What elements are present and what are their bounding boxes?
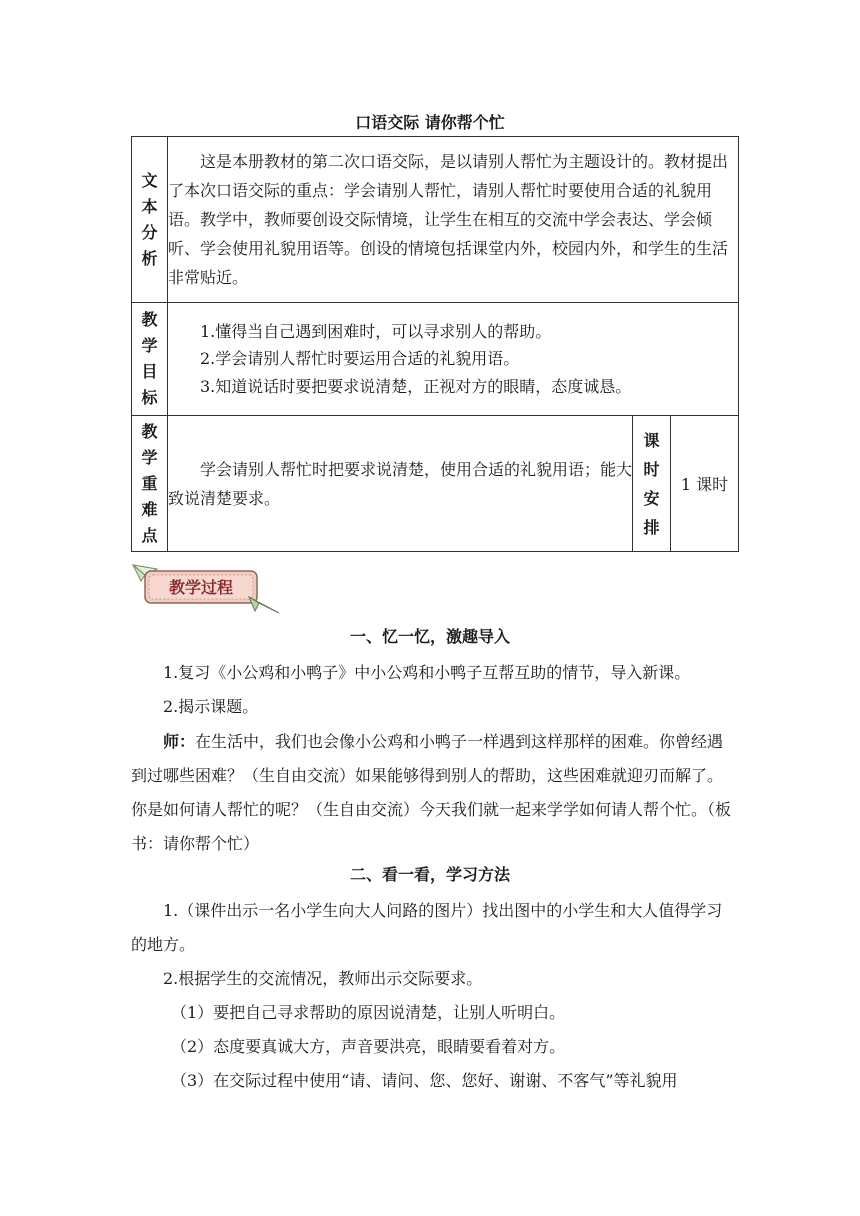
teaching-process-badge — [131, 559, 281, 615]
text-analysis-label: 文 本 分 析 — [132, 137, 168, 303]
section1-heading: 一、忆一忆，激趣导入 — [349, 627, 510, 646]
teaching-goals-row — [132, 303, 739, 416]
key-points-row — [132, 416, 739, 552]
schedule-label: 课 时 安 排 — [633, 416, 671, 552]
teaching-goals-content — [168, 303, 739, 416]
teacher-label: 师： — [163, 732, 196, 751]
requirement-item: （1）要把自己寻求帮助的原因说清楚，让别人听明白。 — [171, 1003, 566, 1022]
text-analysis-content: 这是本册教材的第二次口语交际，是以请别人帮忙为主题设计的。教材提出了本次口语交际的重点：学会请别人帮忙，请别人帮忙时要使用合适的礼貌用语。教学中，教师要创设交际情境，让学生在相互的交流中学会表达、学会倾听、学会使用礼貌用语等。创设的情境包括课堂内外，校园内外，和学生的生活非常贴近。 — [168, 137, 739, 303]
requirement-item: （3）在交际过程中使用“请、请问、您、您好、谢谢、不客气”等礼貌用 — [171, 1071, 678, 1090]
paper-plane-icon — [131, 559, 281, 615]
key-points-content: 学会请别人帮忙时把要求说清楚，使用合适的礼貌用语；能大致说清楚要求。 — [168, 416, 633, 552]
section1-paragraph: 2.揭示课题。 — [163, 697, 259, 716]
key-points-label: 教 学 重 难 点 — [132, 416, 168, 552]
section2-paragraph: 2.根据学生的交流情况，教师出示交际要求。 — [163, 969, 483, 988]
teaching-goals-label: 教 学 目 标 — [132, 303, 168, 416]
section1-paragraph: 1.复习《小公鸡和小鸭子》中小公鸡和小鸭子互帮互助的情节，导入新课。 — [163, 663, 691, 682]
page-title: 口语交际 请你帮个忙 — [355, 113, 505, 132]
text-analysis-row — [132, 137, 739, 303]
requirement-item: （2）态度要真诚大方，声音要洪亮，眼睛要看着对方。 — [171, 1037, 566, 1056]
section2-heading: 二、看一看，学习方法 — [349, 865, 510, 884]
goal-item: 2.学会请别人帮忙时要运用合适的礼貌用语。 — [200, 349, 520, 369]
goal-item: 1.懂得当自己遇到困难时，可以寻求别人的帮助。 — [200, 321, 552, 341]
goal-item: 3.知道说话时要把要求说清楚，正视对方的眼睛，态度诚恳。 — [200, 376, 632, 396]
schedule-value: 1 课时 — [671, 416, 739, 552]
section2-paragraph: 1.（课件出示一名小学生向大人问路的图片）找出图中的小学生和大人值得学习的地方。 — [131, 901, 723, 954]
teacher-text: 在生活中，我们也会像小公鸡和小鸭子一样遇到这样那样的困难。你曾经遇到过哪些困难？（生自由交流）如果能够得到别人的帮助，这些困难就迎刃而解了。你是如何请人帮忙的呢？（生自由交流）今天我们就一起来学学如何请人帮个忙。（板书：请你帮个忙） — [131, 732, 732, 853]
badge-text: 教学过程 — [168, 578, 234, 597]
lesson-plan-table — [131, 136, 739, 552]
teacher-dialogue — [131, 725, 738, 861]
